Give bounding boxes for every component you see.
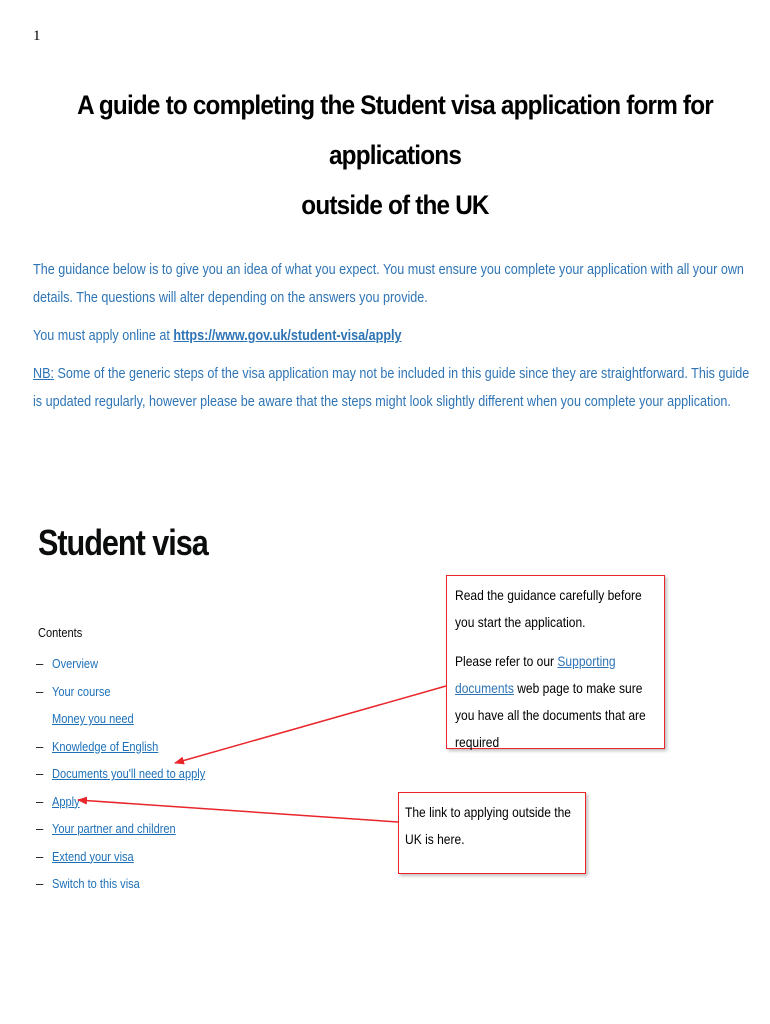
contents-link-partner[interactable]: Your partner and children bbox=[52, 821, 176, 836]
contents-link-documents[interactable]: Documents you'll need to apply bbox=[52, 766, 206, 781]
list-dash: – bbox=[36, 793, 44, 809]
intro-paragraph: The guidance below is to give you an idea of what you expect. You must ensure you complete your application with all your own details. The questions will alter depending on the answers you provide. bbox=[33, 261, 744, 306]
list-dash: – bbox=[36, 821, 44, 836]
list-dash: – bbox=[36, 876, 44, 891]
refer-prefix: Please refer to our bbox=[455, 653, 558, 669]
contents-link-english[interactable]: Knowledge of English bbox=[52, 738, 159, 754]
apply-url-link[interactable]: https://www.gov.uk/student-visa/apply bbox=[173, 327, 402, 344]
nb-label: NB: bbox=[33, 365, 55, 382]
contents-label: Contents bbox=[38, 625, 83, 640]
title-line-2: outside of the UK bbox=[301, 190, 489, 220]
contents-link-your-course[interactable]: Your course bbox=[52, 683, 111, 699]
apply-prefix: You must apply online at bbox=[33, 327, 174, 344]
contents-link-extend[interactable]: Extend your visa bbox=[52, 848, 134, 864]
student-visa-heading: Student visa bbox=[38, 522, 208, 563]
arrow-to-documents-link bbox=[175, 686, 446, 763]
apply-callout-text: The link to applying outside the UK is here. bbox=[405, 804, 571, 847]
contents-link-overview[interactable]: Overview bbox=[52, 656, 99, 671]
page-number: 1 bbox=[33, 28, 41, 44]
list-dash: – bbox=[36, 766, 44, 781]
title-line-1: A guide to completing the Student visa application form for applications bbox=[77, 90, 713, 170]
arrow-to-apply-link bbox=[78, 800, 398, 822]
contents-link-money[interactable]: Money you need bbox=[52, 711, 134, 726]
list-dash: – bbox=[36, 848, 44, 864]
refer-suffix: web page to make sure you have all the documents that are required bbox=[455, 680, 646, 750]
guidance-callout-text: Read the guidance carefully before you start the application. bbox=[455, 587, 642, 630]
list-dash: – bbox=[36, 683, 44, 699]
nb-text: Some of the generic steps of the visa application may not be included in this guide since they are straightforward. This guide is updated regularly, however please be aware that the steps might look slightly different when you complete your application. bbox=[33, 365, 750, 410]
list-dash: – bbox=[36, 656, 44, 671]
supporting-documents-link[interactable]: Supporting documents bbox=[455, 653, 616, 696]
contents-link-apply[interactable]: Apply bbox=[52, 793, 80, 809]
list-dash: – bbox=[36, 738, 44, 754]
contents-link-switch[interactable]: Switch to this visa bbox=[52, 876, 140, 891]
